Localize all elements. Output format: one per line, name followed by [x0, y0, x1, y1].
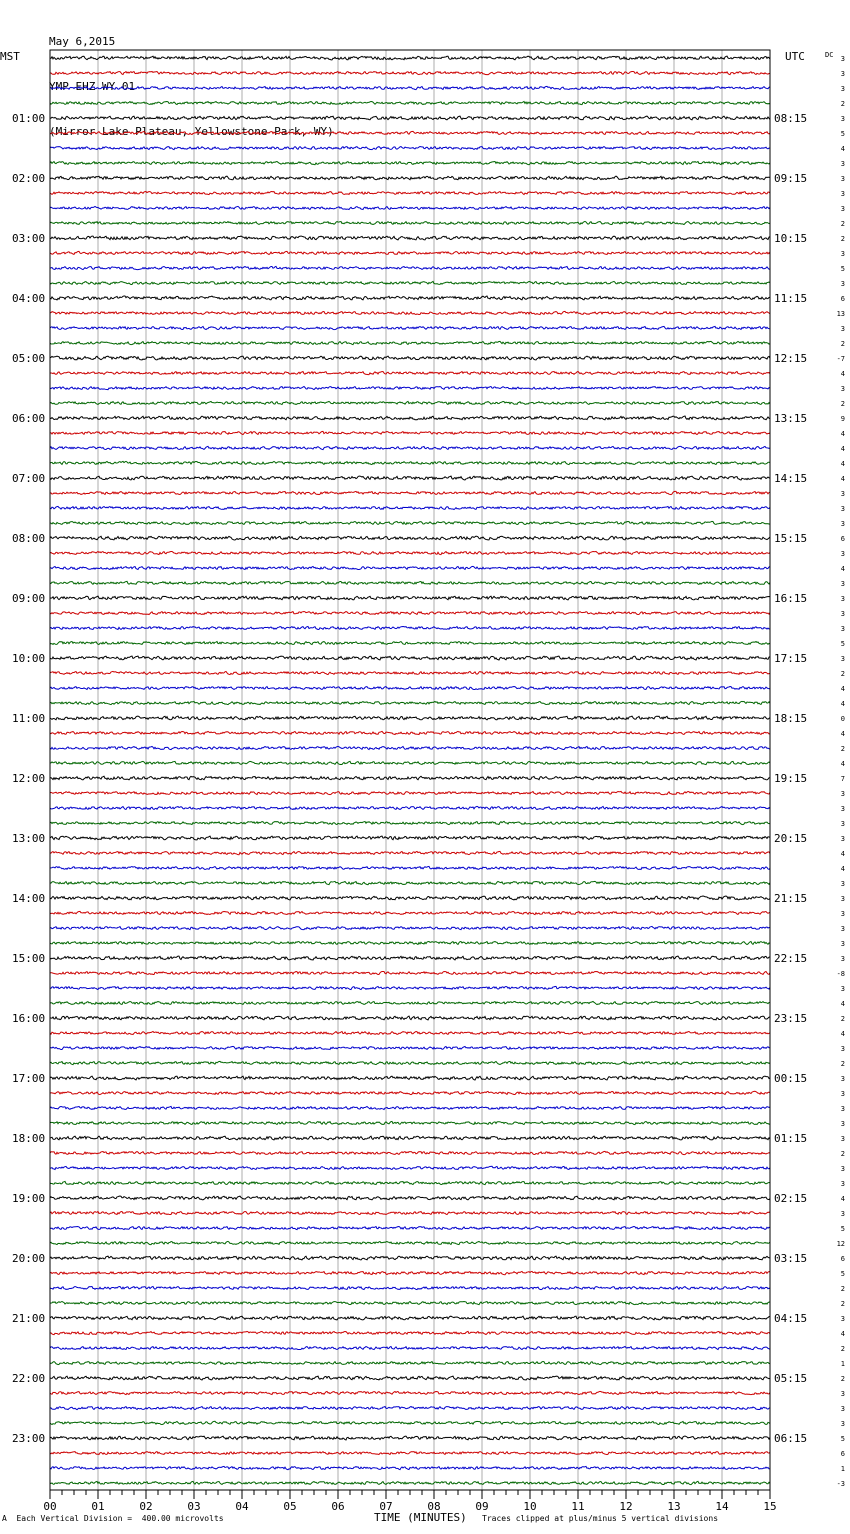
dc-offset-value: 3	[840, 1315, 845, 1323]
dc-offset-value: 3	[840, 250, 845, 258]
trace-line	[50, 131, 770, 134]
x-tick-label: 09	[475, 1500, 489, 1513]
mst-hour-label: 15:00	[12, 952, 46, 965]
dc-offset-value: 6	[840, 535, 845, 543]
trace-line	[50, 387, 770, 390]
x-tick-label: 02	[139, 1500, 153, 1513]
trace-line	[50, 102, 770, 105]
dc-offset-value: 4	[840, 850, 845, 858]
dc-offset-value: 3	[840, 55, 845, 63]
mst-hour-label: 05:00	[12, 352, 46, 365]
dc-offset-value: 4	[840, 145, 845, 153]
trace-line	[50, 1091, 770, 1094]
dc-offset-value: 3	[840, 505, 845, 513]
dc-offset-value: 3	[840, 1120, 845, 1128]
dc-offset-value: 4	[840, 700, 845, 708]
dc-offset-value: 3	[840, 385, 845, 393]
dc-offset-value: 3	[840, 70, 845, 78]
dc-offset-value: 3	[840, 580, 845, 588]
utc-hour-label: 22:15	[774, 952, 808, 965]
trace-line	[50, 446, 770, 449]
trace-line	[50, 536, 770, 540]
dc-offset-value: 3	[840, 1165, 845, 1173]
utc-hour-label: 05:15	[774, 1372, 808, 1385]
utc-hour-label: 19:15	[774, 772, 808, 785]
scale-note	[2, 1514, 224, 1523]
trace-line	[50, 1046, 770, 1049]
dc-offset-value: 3	[840, 925, 845, 933]
mst-hour-label: 20:00	[12, 1252, 46, 1265]
dc-offset-value: 3	[840, 790, 845, 798]
x-tick-label: 06	[331, 1500, 345, 1513]
utc-hour-label: 13:15	[774, 412, 808, 425]
trace-line	[50, 911, 770, 914]
x-tick-label: 01	[91, 1500, 105, 1513]
utc-hour-label: 08:15	[774, 112, 808, 125]
dc-offset-value: -3	[836, 1480, 845, 1488]
x-tick-label: 12	[619, 1500, 633, 1513]
utc-hour-label: 04:15	[774, 1312, 808, 1325]
mst-hour-label: 11:00	[12, 712, 46, 725]
trace-line	[50, 236, 770, 240]
dc-offset-value: 13	[836, 310, 845, 318]
x-tick-label: 11	[571, 1500, 585, 1513]
dc-header-label: DC	[825, 51, 834, 59]
trace-line	[50, 731, 770, 734]
dc-offset-value: 0	[840, 715, 845, 723]
mst-hour-label: 18:00	[12, 1132, 46, 1145]
utc-zone-label: UTC	[785, 50, 805, 63]
trace-line	[50, 791, 770, 794]
trace-line	[50, 1362, 770, 1365]
utc-hour-label: 17:15	[774, 652, 808, 665]
clip-note: Traces clipped at plus/minus 5 vertical divisions	[482, 1514, 719, 1523]
trace-line	[50, 401, 770, 404]
dc-offset-value: 3	[840, 1045, 845, 1053]
trace-line	[50, 72, 770, 75]
trace-line	[50, 627, 770, 630]
utc-hour-label: 23:15	[774, 1012, 808, 1025]
trace-line	[50, 596, 770, 600]
trace-line	[50, 1032, 770, 1035]
mst-hour-label: 01:00	[12, 112, 46, 125]
trace-line	[50, 972, 770, 975]
trace-line	[50, 1166, 770, 1169]
trace-line	[50, 566, 770, 569]
dc-offset-value: 9	[840, 415, 845, 423]
x-tick-label: 05	[283, 1500, 297, 1513]
trace-line	[50, 881, 770, 884]
trace-line	[50, 986, 770, 989]
dc-offset-value: 3	[840, 1210, 845, 1218]
utc-hour-label: 03:15	[774, 1252, 808, 1265]
dc-offset-value: 3	[840, 205, 845, 213]
mst-hour-label: 02:00	[12, 172, 46, 185]
chart-station: YMP EHZ WY 01	[49, 80, 136, 93]
trace-line	[50, 656, 770, 660]
trace-line	[50, 162, 770, 165]
trace-line	[50, 56, 770, 60]
trace-line	[50, 1331, 770, 1334]
x-tick-label: 14	[715, 1500, 729, 1513]
trace-line	[50, 506, 770, 509]
dc-offset-value: 5	[840, 1270, 845, 1278]
trace-line	[50, 476, 770, 480]
dc-offset-value: 2	[840, 1300, 845, 1308]
mst-hour-label: 07:00	[12, 472, 46, 485]
utc-hour-label: 14:15	[774, 472, 808, 485]
dc-offset-value: 4	[840, 1195, 845, 1203]
trace-line	[50, 311, 770, 314]
dc-offset-value: 2	[840, 1345, 845, 1353]
utc-hour-label: 01:15	[774, 1132, 808, 1145]
trace-line	[50, 341, 770, 344]
dc-offset-value: 7	[840, 775, 845, 783]
mst-hour-label: 13:00	[12, 832, 46, 845]
trace-line	[50, 521, 770, 524]
mst-hour-label: 10:00	[12, 652, 46, 665]
x-tick-label: 04	[235, 1500, 249, 1513]
dc-offset-value: 1	[840, 1465, 845, 1473]
trace-line	[50, 1227, 770, 1230]
dc-offset-value: 2	[840, 1060, 845, 1068]
dc-offset-value: 2	[840, 220, 845, 228]
mst-hour-label: 16:00	[12, 1012, 46, 1025]
trace-line	[50, 1271, 770, 1274]
x-axis-title: TIME (MINUTES)	[374, 1511, 467, 1524]
trace-line	[50, 147, 770, 150]
trace-line	[50, 192, 770, 195]
dc-offset-value: 1	[840, 1360, 845, 1368]
dc-offset-value: 6	[840, 295, 845, 303]
mst-hour-label: 21:00	[12, 1312, 46, 1325]
dc-offset-value: 3	[840, 655, 845, 663]
trace-line	[50, 1391, 770, 1394]
dc-offset-value: 3	[840, 940, 845, 948]
utc-hour-label: 10:15	[774, 232, 808, 245]
dc-offset-value: 4	[840, 430, 845, 438]
dc-offset-value: 5	[840, 1225, 845, 1233]
dc-offset-value: 4	[840, 685, 845, 693]
trace-line	[50, 806, 770, 809]
dc-offset-value: 3	[840, 175, 845, 183]
dc-offset-value: 4	[840, 1030, 845, 1038]
x-tick-label: 13	[667, 1500, 681, 1513]
dc-offset-value: 3	[840, 985, 845, 993]
mst-hour-label: 19:00	[12, 1192, 46, 1205]
trace-line	[50, 491, 770, 494]
utc-hour-label: 15:15	[774, 532, 808, 545]
footer-marker: A	[2, 1514, 7, 1523]
x-tick-label: 03	[187, 1500, 201, 1513]
x-tick-label: 00	[43, 1500, 57, 1513]
trace-line	[50, 687, 770, 690]
trace-line	[50, 1316, 770, 1320]
chart-location: (Mirror Lake Plateau, Yellowstone Park, WY)	[49, 125, 334, 138]
trace-line	[50, 612, 770, 615]
trace-line	[50, 461, 770, 464]
dc-offset-value: 6	[840, 1450, 845, 1458]
dc-offset-value: 3	[840, 895, 845, 903]
trace-line	[50, 176, 770, 180]
trace-line	[50, 1212, 770, 1215]
trace-line	[50, 866, 770, 869]
trace-line	[50, 926, 770, 929]
x-tick-label: 07	[379, 1500, 393, 1513]
trace-line	[50, 326, 770, 329]
dc-offset-value: 3	[840, 1090, 845, 1098]
trace-line	[50, 1256, 770, 1260]
dc-offset-value: 3	[840, 280, 845, 288]
dc-offset-value: 5	[840, 640, 845, 648]
trace-line	[50, 716, 770, 720]
mst-hour-label: 14:00	[12, 892, 46, 905]
utc-hour-label: 09:15	[774, 172, 808, 185]
mst-hour-label: 06:00	[12, 412, 46, 425]
dc-offset-value: 3	[840, 880, 845, 888]
dc-offset-value: 4	[840, 370, 845, 378]
dc-offset-value: 3	[840, 550, 845, 558]
dc-offset-value: 3	[840, 625, 845, 633]
dc-offset-value: 3	[840, 1420, 845, 1428]
dc-offset-value: 5	[840, 1435, 845, 1443]
trace-line	[50, 776, 770, 780]
trace-line	[50, 851, 770, 854]
dc-offset-value: 2	[840, 1150, 845, 1158]
plot-frame	[50, 50, 770, 1490]
dc-offset-value: 3	[840, 1390, 845, 1398]
trace-line	[50, 296, 770, 300]
trace-line	[50, 761, 770, 764]
trace-line	[50, 116, 770, 120]
dc-offset-value: 3	[840, 160, 845, 168]
trace-line	[50, 642, 770, 645]
dc-offset-value: 2	[840, 400, 845, 408]
trace-line	[50, 281, 770, 284]
dc-offset-value: 12	[836, 1240, 845, 1248]
dc-offset-value: 2	[840, 235, 845, 243]
trace-line	[50, 266, 770, 269]
dc-offset-value: 4	[840, 760, 845, 768]
dc-offset-value: 3	[840, 610, 845, 618]
dc-offset-value: 3	[840, 1105, 845, 1113]
dc-offset-value: -8	[836, 970, 845, 978]
utc-hour-label: 18:15	[774, 712, 808, 725]
trace-line	[50, 1452, 770, 1455]
trace-line	[50, 1287, 770, 1290]
trace-line	[50, 836, 770, 840]
dc-offset-value: 4	[840, 730, 845, 738]
trace-line	[50, 1016, 770, 1020]
dc-offset-value: -7	[836, 355, 845, 363]
mst-zone-label: MST	[0, 50, 20, 63]
dc-offset-value: 5	[840, 130, 845, 138]
trace-line	[50, 1481, 770, 1484]
trace-line	[50, 551, 770, 554]
trace-line	[50, 896, 770, 900]
utc-hour-label: 11:15	[774, 292, 808, 305]
dc-offset-value: 3	[840, 85, 845, 93]
trace-line	[50, 221, 770, 224]
trace-line	[50, 1181, 770, 1184]
trace-line	[50, 251, 770, 254]
trace-line	[50, 1106, 770, 1109]
chart-date: May 6,2015	[49, 35, 116, 48]
trace-line	[50, 821, 770, 824]
dc-offset-value: 3	[840, 325, 845, 333]
trace-line	[50, 1466, 770, 1469]
mst-hour-label: 04:00	[12, 292, 46, 305]
dc-offset-value: 3	[840, 115, 845, 123]
utc-hour-label: 06:15	[774, 1432, 808, 1445]
dc-offset-value: 4	[840, 475, 845, 483]
dc-offset-value: 2	[840, 1285, 845, 1293]
mst-hour-label: 23:00	[12, 1432, 46, 1445]
mst-hour-label: 17:00	[12, 1072, 46, 1085]
trace-line	[50, 671, 770, 674]
vertical-division-note: Each Vertical Division = 400.00 microvolts	[16, 1514, 224, 1523]
trace-line	[50, 372, 770, 375]
trace-line	[50, 86, 770, 89]
trace-line	[50, 1196, 770, 1200]
dc-offset-value: 3	[840, 805, 845, 813]
trace-line	[50, 1241, 770, 1244]
dc-offset-value: 4	[840, 865, 845, 873]
trace-line	[50, 1002, 770, 1005]
x-tick-label: 10	[523, 1500, 537, 1513]
dc-offset-value: 3	[840, 595, 845, 603]
x-tick-label: 08	[427, 1500, 441, 1513]
utc-hour-label: 16:15	[774, 592, 808, 605]
dc-offset-value: 3	[840, 520, 845, 528]
trace-line	[50, 701, 770, 704]
x-tick-label: 15	[763, 1500, 777, 1513]
trace-line	[50, 1407, 770, 1410]
trace-line	[50, 1151, 770, 1154]
trace-layer	[50, 56, 770, 1485]
dc-offset-value: 2	[840, 1015, 845, 1023]
dc-offset-value: 3	[840, 955, 845, 963]
trace-line	[50, 206, 770, 209]
utc-hour-label: 21:15	[774, 892, 808, 905]
utc-hour-label: 12:15	[774, 352, 808, 365]
dc-offset-value: 4	[840, 1330, 845, 1338]
dc-offset-value: 2	[840, 670, 845, 678]
dc-offset-value: 3	[840, 490, 845, 498]
mst-hour-label: 12:00	[12, 772, 46, 785]
trace-line	[50, 1347, 770, 1350]
trace-line	[50, 941, 770, 944]
trace-line	[50, 1436, 770, 1440]
label-layer	[12, 55, 845, 1513]
dc-offset-value: 5	[840, 265, 845, 273]
dc-offset-value: 3	[840, 1135, 845, 1143]
dc-offset-value: 2	[840, 745, 845, 753]
dc-offset-value: 2	[840, 1375, 845, 1383]
trace-line	[50, 1302, 770, 1305]
dc-offset-value: 3	[840, 1405, 845, 1413]
trace-line	[50, 1061, 770, 1064]
dc-offset-value: 3	[840, 820, 845, 828]
trace-line	[50, 1421, 770, 1424]
mst-hour-label: 08:00	[12, 532, 46, 545]
dc-offset-value: 4	[840, 1000, 845, 1008]
trace-line	[50, 356, 770, 360]
mst-hour-label: 22:00	[12, 1372, 46, 1385]
trace-line	[50, 1376, 770, 1380]
dc-offset-value: 4	[840, 565, 845, 573]
dc-offset-value: 2	[840, 340, 845, 348]
dc-offset-value: 3	[840, 910, 845, 918]
mst-hour-label: 09:00	[12, 592, 46, 605]
dc-offset-value: 3	[840, 1075, 845, 1083]
dc-offset-value: 4	[840, 460, 845, 468]
trace-line	[50, 1136, 770, 1140]
mst-hour-label: 03:00	[12, 232, 46, 245]
dc-offset-value: 3	[840, 835, 845, 843]
dc-offset-value: 3	[840, 1180, 845, 1188]
dc-offset-value: 6	[840, 1255, 845, 1263]
trace-line	[50, 416, 770, 420]
trace-line	[50, 431, 770, 434]
utc-hour-label: 02:15	[774, 1192, 808, 1205]
trace-line	[50, 956, 770, 960]
trace-line	[50, 581, 770, 584]
trace-line	[50, 746, 770, 749]
utc-hour-label: 20:15	[774, 832, 808, 845]
dc-offset-value: 2	[840, 100, 845, 108]
dc-offset-value: 3	[840, 190, 845, 198]
dc-offset-value: 4	[840, 445, 845, 453]
trace-line	[50, 1121, 770, 1124]
utc-hour-label: 00:15	[774, 1072, 808, 1085]
trace-line	[50, 1076, 770, 1080]
